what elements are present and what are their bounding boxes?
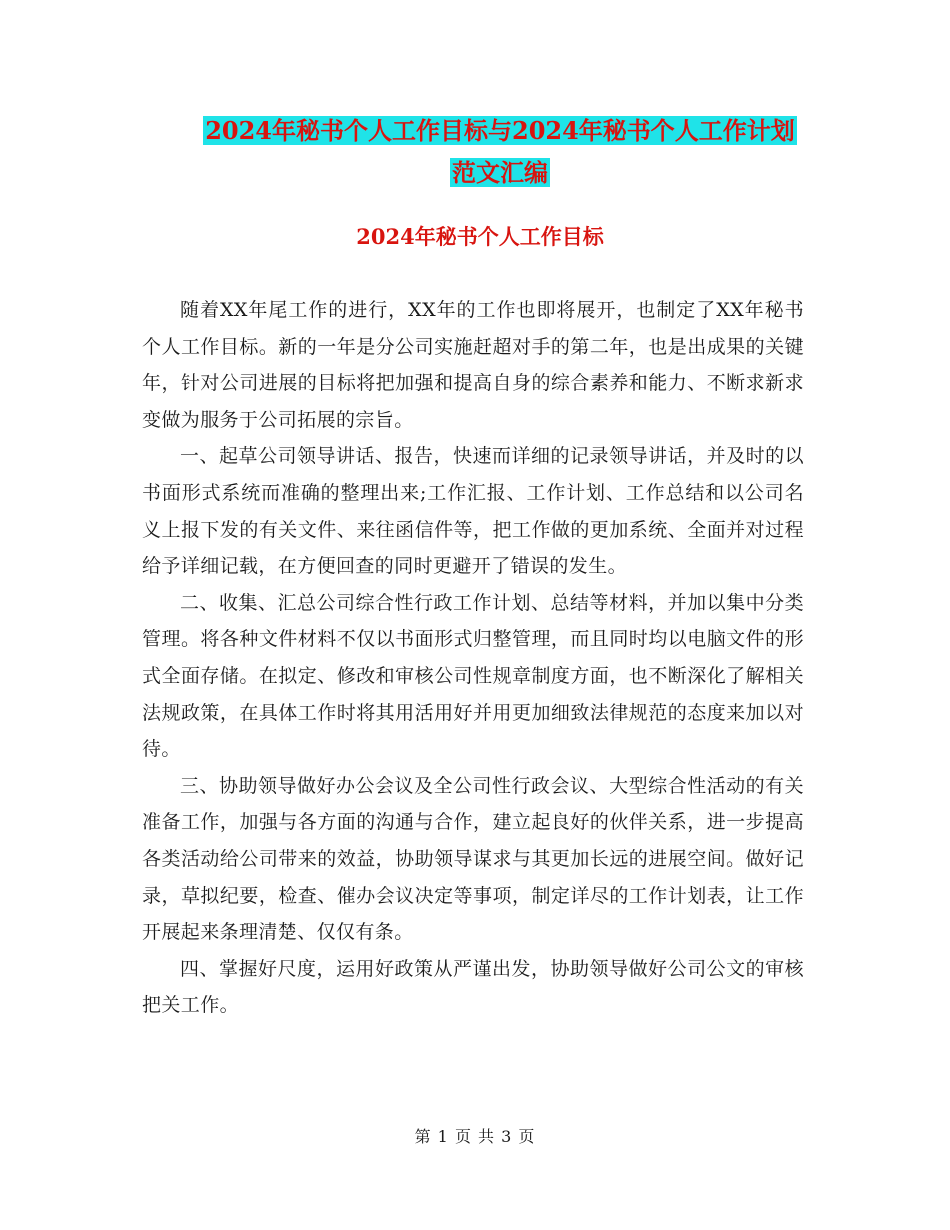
document-title-continued (140, 156, 860, 190)
paragraph-intro: 随着XX年尾工作的进行，XX年的工作也即将展开，也制定了XX年秘书个人工作目标。新的一年是分公司实施赶超对手的第二年，也是出成果的关键年，针对公司进展的目标将把加强和提高自身的综合素养和能力、不断求新求变做为服务于公司拓展的宗旨。 (142, 299, 804, 431)
paragraph-item-3: 三、协助领导做好办公会议及全公司性行政会议、大型综合性活动的有关准备工作，加强与各方面的沟通与合作，建立起良好的伙伴关系，进一步提高各类活动给公司带来的效益，协助领导谋求与其更加长远的进展空间。做好记录，草拟纪要，检查、催办会议决定等事项，制定详尽的工作计划表，让工作开展起来条理清楚、仅仅有条。 (142, 774, 804, 944)
paragraph-item-1: 一、起草公司领导讲话、报告，快速而详细的记录领导讲话，并及时的以书面形式系统而准确的整理出来;工作汇报、工作计划、工作总结和以公司名义上报下发的有关文件、来往函信件等，把工作做的更加系统、全面并对过程给予详细记载，在方便回查的同时更避开了错误的发生。 (142, 445, 804, 578)
paragraph-item-2: 二、收集、汇总公司综合性行政工作计划、总结等材料，并加以集中分类管理。将各种文件材料不仅以书面形式归整管理，而且同时均以电脑文件的形式全面存储。在拟定、修改和审核公司性规章制度方面，也不断深化了解相关法规政策，在具体工作时将其用活用好并用更加细致法律规范的态度来加以对待。 (142, 591, 804, 761)
page-footer: 第 1 页 共 3 页 (414, 1127, 536, 1146)
body-text (142, 292, 804, 1024)
paragraph-item-4: 四、掌握好尺度，运用好政策从严谨出发，协助领导做好公司公文的审核把关工作。 (142, 957, 804, 1017)
document-title (140, 114, 860, 148)
document-title-line-2: 范文汇编 (452, 158, 548, 187)
document-title-line-1: 2024年秘书个人工作目标与2024年秘书个人工作计划 (205, 116, 795, 145)
section-heading: 2024年秘书个人工作目标 (356, 224, 604, 249)
